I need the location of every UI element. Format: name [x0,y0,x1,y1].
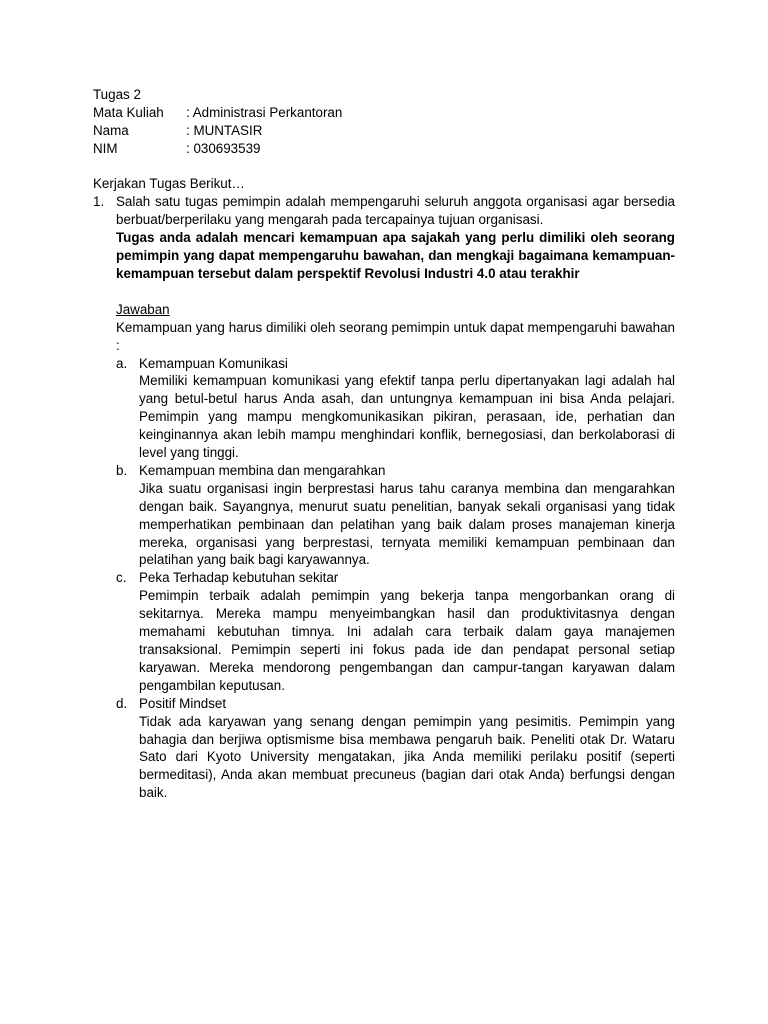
header-key: Nama [93,122,129,138]
header-row-nim [93,140,675,158]
question-task: Tugas anda adalah mencari kemampuan apa sajakah yang perlu dimiliki oleh seorang pemimpin yang dapat mempengaruhu bawahan, dan mengkaji bagaimana kemampuan-kemampuan tersebut dalam perspektif Revolusi Industri 4.0 atau terakhir [116,230,675,281]
answer-item-content [139,695,675,802]
answer-item-content [139,462,675,569]
answer-item-d [116,695,675,802]
answer-item-b [116,462,675,569]
answer-item-body: Memiliki kemampuan komunikasi yang efektif tanpa perlu dipertanyakan lagi adalah hal yang betul-betul harus Anda asah, dan untungnya kemampuan ini bisa Anda pelajari. Pemimpin yang mampu mengkomunikasikan pikiran, perasaan, ide, perhatian dan keinginannya akan lebih mampu menghindari konflik, bernegosiasi, dan berkolaborasi di level yang tinggi. [139,373,675,461]
answer-item-title: Kemampuan membina dan mengarahkan [139,462,386,478]
spacer [116,283,675,301]
answer-item-c [116,569,675,694]
answer-item-content [139,355,675,462]
document-page [93,86,675,802]
answer-item-title: Peka Terhadap kebutuhan sekitar [139,570,339,586]
answer-item-letter: a. [116,355,128,371]
answer-item-content [139,569,675,694]
spacer [93,158,675,176]
header-key: NIM [93,140,118,156]
question-number: 1. [93,194,105,210]
answer-item-title: Kemampuan Komunikasi [139,355,288,371]
answer-intro: Kemampuan yang harus dimiliki oleh seorang pemimpin untuk dapat mempengaruhi bawahan : [116,319,675,353]
instruction-text: Kerjakan Tugas Berikut… [93,176,245,192]
answer-item-letter: d. [116,695,128,711]
question-text: Salah satu tugas pemimpin adalah mempengaruhi seluruh anggota organisasi agar bersedia berbuat/berperilaku yang mengarah pada tercapainya tujuan organisasi. [116,194,675,228]
answer-item-a [116,355,675,462]
header-row-course [93,104,675,122]
header-row-name [93,122,675,140]
question-item [93,193,675,802]
answer-item-letter: b. [116,462,128,478]
assignment-title: Tugas 2 [93,87,141,102]
answer-item-body: Tidak ada karyawan yang senang dengan pemimpin yang pesimitis. Pemimpin yang bahagia dan berjiwa optismisme bisa membawa pengaruh baik. Peneliti otak Dr. Wataru Sato dari Kyoto University mengatakan, jika Anda memiliki perilaku positif (seperti bermeditasi), Anda akan membuat precuneus (bagian dari otak Anda) berfungsi dengan baik. [139,713,675,801]
answer-heading: Jawaban [116,301,170,317]
header-value: : Administrasi Perkantoran [186,104,343,120]
question-body [116,193,675,802]
header-value: : 030693539 [186,140,261,156]
answer-item-title: Positif Mindset [139,695,227,711]
header-key: Mata Kuliah [93,104,164,120]
header-value: : MUNTASIR [186,122,263,138]
answer-item-body: Pemimpin terbaik adalah pemimpin yang bekerja tanpa mengorbankan orang di sekitarnya. Mereka mampu menyeimbangkan hasil dan produktivitasnya dengan memahami kebutuhan timnya. Ini adalah cara terbaik dalam gaya manajemen transaksional. Pemimpin seperti ini fokus pada ide dan pendapat personal setiap karyawan. Mereka mendorong pengembangan dan campur-tangan karyawan dalam pengambilan keputusan. [139,588,675,693]
answer-item-letter: c. [116,570,127,586]
answer-item-body: Jika suatu organisasi ingin berprestasi harus tahu caranya membina dan mengarahkan dengan baik. Sayangnya, menurut suatu penelitian, banyak sekali organisasi yang tidak memperhatikan pembinaan dan pelatihan yang baik dalam proses manajeman kinerja mereka, organisasi yang berprestasi, ternyata memiliki kemampuan pembinaan dan pelatihan yang baik bagi karyawannya. [139,480,675,568]
